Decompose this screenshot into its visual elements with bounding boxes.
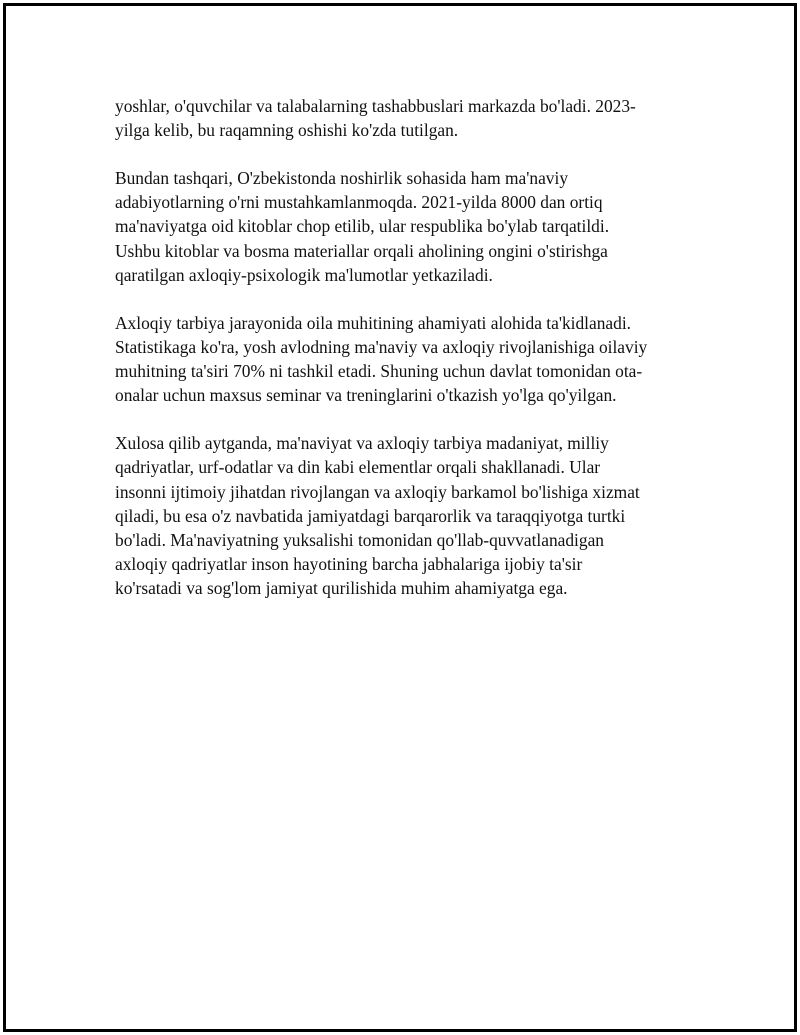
text-line: bo'ladi. Ma'naviyatning yuksalishi tomonidan qo'llab-quvvatlanadigan xyxy=(115,529,605,550)
text-line: ma'naviyatga oid kitoblar chop etilib, ular respublika bo'ylab tarqatildi. xyxy=(115,216,610,237)
text-line: insonni ijtimoiy jihatdan rivojlangan va axloqiy barkamol bo'lishiga xizmat xyxy=(115,481,640,502)
document-body xyxy=(115,94,685,624)
text-line: Xulosa qilib aytganda, ma'naviyat va axloqiy tarbiya madaniyat, milliy xyxy=(115,433,609,454)
text-line: qiladi, bu esa o'z navbatida jamiyatdagi barqarorlik va taraqqiyotga turtki xyxy=(115,505,626,526)
text-line: qadriyatlar, urf-odatlar va din kabi elementlar orqali shakllanadi. Ular xyxy=(115,457,601,478)
paragraph-4 xyxy=(115,431,685,600)
paragraph-3 xyxy=(115,311,685,407)
text-line: axloqiy qadriyatlar inson hayotining barcha jabhalariga ijobiy ta'sir xyxy=(115,553,583,574)
text-line: muhitning ta'siri 70% ni tashkil etadi. Shuning uchun davlat tomonidan ota- xyxy=(115,361,643,382)
text-line: Statistikaga ko'ra, yosh avlodning ma'naviy va axloqiy rivojlanishiga oilaviy xyxy=(115,336,648,357)
paragraph-2 xyxy=(115,166,685,286)
text-line: onalar uchun maxsus seminar va treninglarini o'tkazish yo'lga qo'yilgan. xyxy=(115,385,617,406)
text-line: adabiyotlarning o'rni mustahkamlanmoqda. 2021-yilda 8000 dan ortiq xyxy=(115,192,603,213)
text-line: Ushbu kitoblar va bosma materiallar orqali aholining ongini o'stirishga xyxy=(115,240,608,261)
text-line: ko'rsatadi va sog'lom jamiyat qurilishida muhim ahamiyatga ega. xyxy=(115,577,568,598)
text-line: Axloqiy tarbiya jarayonida oila muhitining ahamiyati alohida ta'kidlanadi. xyxy=(115,312,632,333)
text-line: Bundan tashqari, O'zbekistonda noshirlik sohasida ham ma'naviy xyxy=(115,168,569,189)
paragraph-1 xyxy=(115,94,685,142)
text-line: yilga kelib, bu raqamning oshishi ko'zda tutilgan. xyxy=(115,120,459,141)
text-line: qaratilgan axloqiy-psixologik ma'lumotlar yetkaziladi. xyxy=(115,264,493,285)
text-line: yoshlar, o'quvchilar va talabalarning tashabbuslari markazda bo'ladi. 2023- xyxy=(115,96,636,116)
